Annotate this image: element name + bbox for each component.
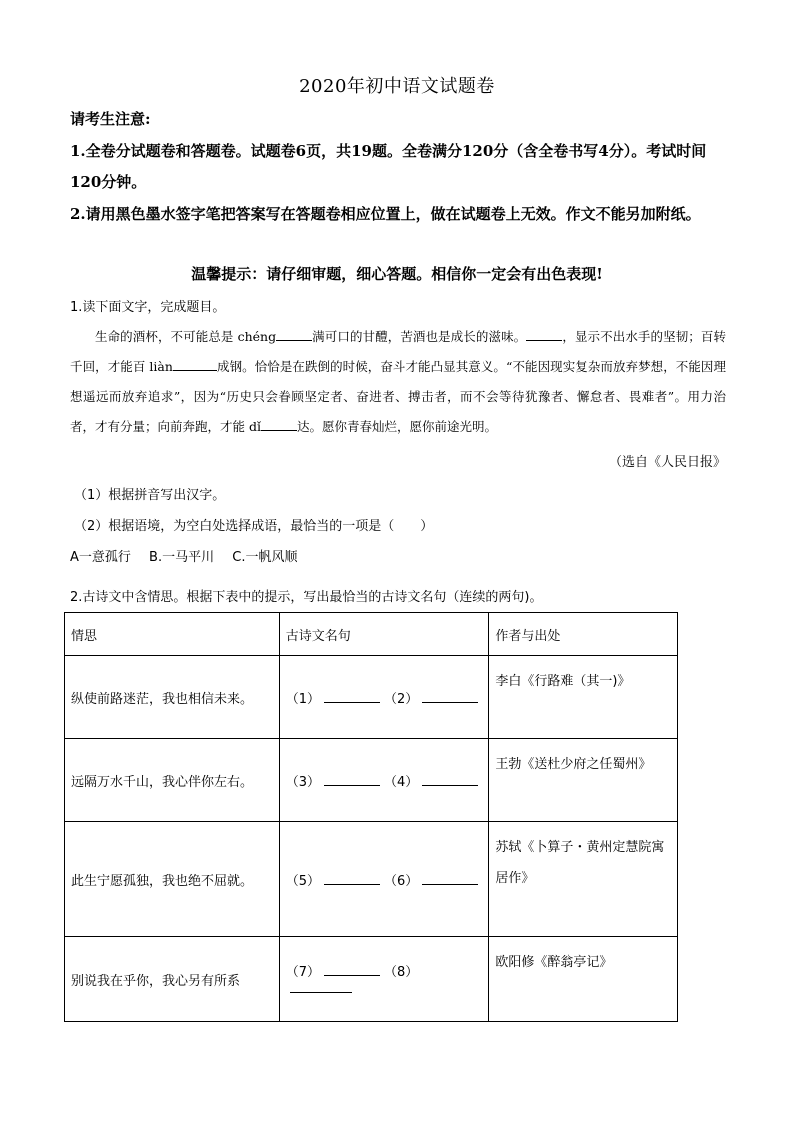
notice-item-2: 2.请用黑色墨水签字笔把答案写在答题卷相应位置上，做在试题卷上无效。作文不能另加附纸。 bbox=[70, 205, 701, 223]
blank-label: （3） bbox=[285, 774, 320, 790]
passage-part-3: ，显示不出水手的坚韧；百转千回，才能百 liàn bbox=[70, 329, 726, 374]
table-header-row bbox=[65, 613, 678, 656]
passage-source: （选自《人民日报》 bbox=[608, 455, 726, 470]
answer-blank[interactable] bbox=[261, 416, 297, 431]
page-title: 2020年初中语文试题卷 bbox=[299, 76, 495, 97]
blank-label: （2） bbox=[383, 691, 419, 707]
source-cell: 李白《行路难（其一)》 bbox=[489, 656, 678, 739]
blank-label: （8） bbox=[383, 965, 419, 980]
question-1-passage bbox=[70, 322, 726, 442]
passage-part-5: 达。愿你青春灿烂，愿你前途光明。 bbox=[296, 419, 497, 434]
feeling-cell: 远隔万水千山，我心伴你左右。 bbox=[65, 739, 280, 822]
table-row bbox=[65, 937, 678, 1022]
option-c[interactable]: C.一帆风顺 bbox=[232, 550, 298, 565]
passage-part-1: 生命的酒杯，不可能总是 chéng bbox=[95, 329, 277, 344]
answer-blank[interactable] bbox=[173, 356, 217, 371]
answer-line[interactable] bbox=[324, 690, 380, 703]
answer-options bbox=[70, 546, 311, 565]
feeling-cell: 别说我在乎你，我心另有所系 bbox=[65, 937, 280, 1022]
column-header: 情思 bbox=[65, 613, 280, 656]
column-header: 古诗文名句 bbox=[279, 613, 489, 656]
passage-part-4: 成钢。恰恰是在跌倒的时候，奋斗才能凸显其意义。“不能因现实复杂而放弃梦想，不能因理想遥远而放弃追求”，因为“历史只会眷顾坚定者、奋进者、搏击者，而不会等待犹豫者、懈怠者、畏难者”。用力治者，才有分量；向前奔跑，才能 dǐ bbox=[70, 359, 726, 434]
blank-label: （1） bbox=[285, 691, 320, 707]
option-b[interactable]: B.一马平川 bbox=[149, 550, 215, 565]
answer-line[interactable] bbox=[324, 963, 380, 976]
answer-line[interactable] bbox=[324, 872, 380, 885]
notice-item-1: 1.全卷分试题卷和答题卷。试题卷6页，共19题。全卷满分120分（含全卷书写4分）。考试时间120分钟。 bbox=[70, 142, 707, 191]
answer-line[interactable] bbox=[422, 690, 478, 703]
answer-line[interactable] bbox=[324, 773, 380, 786]
answer-blank[interactable] bbox=[526, 326, 562, 341]
option-a[interactable]: A一意孤行 bbox=[70, 550, 131, 565]
poem-table bbox=[64, 612, 678, 1022]
blank-label: （5） bbox=[285, 873, 320, 889]
sub-question-1: （1）根据拼音写出汉字。 bbox=[74, 488, 226, 503]
sub-question-2: （2）根据语境，为空白处选择成语，最恰当的一项是（ ） bbox=[74, 519, 434, 534]
table-row bbox=[65, 656, 678, 739]
passage-part-2: 满可口的甘醴，苦酒也是成长的滋味。 bbox=[312, 329, 527, 344]
table-row bbox=[65, 739, 678, 822]
answer-cell bbox=[279, 937, 489, 1022]
answer-line[interactable] bbox=[422, 773, 478, 786]
notice-heading: 请考生注意: bbox=[70, 110, 151, 128]
feeling-cell: 此生宁愿孤独，我也绝不屈就。 bbox=[65, 822, 280, 937]
answer-blank[interactable] bbox=[276, 326, 312, 341]
answer-line[interactable] bbox=[290, 980, 352, 993]
question-2-stem: 2.古诗文中含情思。根据下表中的提示，写出最恰当的古诗文名句（连续的两句)。 bbox=[70, 590, 543, 605]
source-cell: 欧阳修《醉翁亭记》 bbox=[489, 937, 678, 1022]
feeling-cell: 纵使前路迷茫，我也相信未来。 bbox=[65, 656, 280, 739]
answer-line[interactable] bbox=[422, 872, 478, 885]
table-row bbox=[65, 822, 678, 937]
answer-cell bbox=[279, 656, 489, 739]
source-cell: 王勃《送杜少府之任蜀州》 bbox=[489, 739, 678, 822]
column-header: 作者与出处 bbox=[489, 613, 678, 656]
question-1-stem: 1.读下面文字，完成题目。 bbox=[70, 300, 226, 315]
blank-label: （4） bbox=[383, 774, 419, 790]
blank-label: （6） bbox=[383, 873, 419, 889]
warm-tip: 温馨提示：请仔细审题，细心答题。相信你一定会有出色表现! bbox=[191, 265, 603, 283]
answer-cell bbox=[279, 822, 489, 937]
source-cell: 苏轼《卜算子・黄州定慧院寓居作》 bbox=[489, 822, 678, 937]
answer-cell bbox=[279, 739, 489, 822]
blank-label: （7） bbox=[285, 965, 320, 980]
